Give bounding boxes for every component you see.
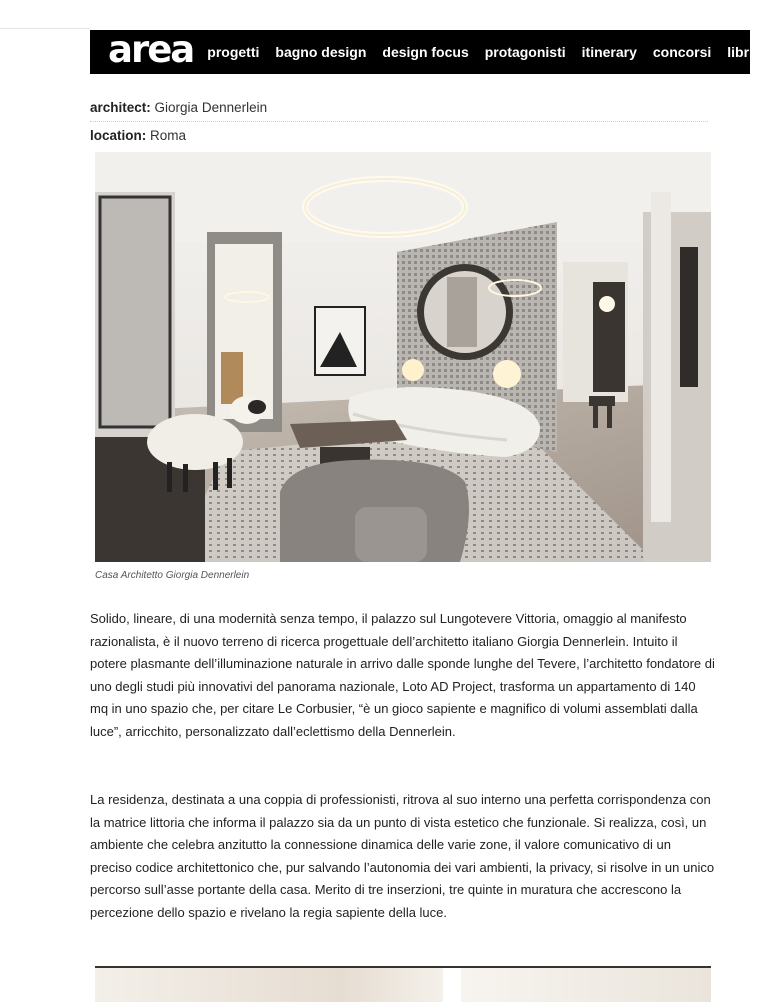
- site-header: [90, 27, 753, 74]
- article-paragraph: Solido, lineare, di una modernità senza tempo, il palazzo sul Lungotevere Vittoria, omaggio al manifesto razionalista, è il nuovo terreno di ricerca progettuale dell’architetto italiano Giorgia Dennerlein. Intuito il potere plasmante dell’illuminazione naturale in arrivo dalle sponde lunghe del Tevere, l’architetto fondatore di uno degli studi più innovativi del panorama nazionale, Loto AD Project, trasforma un appartamento di 140 mq in uno spazio che, per citare Le Corbusier, “è un gioco sapiente e magnifico di volumi assemblati dalla luce”, arricchito, personalizzato dall’eclettismo della Dennerlein.: [90, 611, 715, 739]
- nav-item-protagonisti[interactable]: protagonisti: [484, 44, 566, 60]
- architect-value: Giorgia Dennerlein: [154, 100, 268, 115]
- location-label: location:: [90, 128, 147, 143]
- article-paragraph: La residenza, destinata a una coppia di professionisti, ritrova al suo interno una perfetta corrispondenza con la matrice littoria che informa il palazzo sia da un punto di vista estetico che funzionale. Si realizza, così, un ambiente che celebra anzitutto la connessione dinamica delle varie zone, il valore comunicativo di un preciso codice architettonico che, pur salvando l’autonomia dei vari ambienti, la privacy, si risolve in un unico percorso sull’asse portante della casa. Merito di tre inserzioni, tre quinte in muratura che accrescono la percezione dello spazio e rivelano la regia sapiente della luce.: [90, 792, 715, 920]
- site-logo[interactable]: area: [108, 27, 194, 71]
- photo-gap: [443, 968, 461, 1002]
- location-value: Roma: [150, 128, 187, 143]
- architect-row: [90, 100, 708, 115]
- nav-item-bagno-design[interactable]: bagno design: [275, 44, 367, 60]
- dotted-divider: [90, 121, 708, 122]
- nav-item-progetti[interactable]: progetti: [207, 44, 260, 60]
- nav-item-itinerary[interactable]: itinerary: [581, 44, 637, 60]
- nav-item-concorsi[interactable]: concorsi: [652, 44, 712, 60]
- nav-item-design-focus[interactable]: design focus: [382, 44, 469, 60]
- top-divider: [0, 28, 90, 29]
- photo-caption: Casa Architetto Giorgia Dennerlein: [95, 570, 250, 581]
- nav-item-libri[interactable]: libri: [727, 44, 753, 60]
- main-nav: [207, 44, 769, 60]
- architect-label: architect:: [90, 100, 151, 115]
- next-photo: [95, 966, 711, 1002]
- location-row: [90, 128, 708, 143]
- interior-photo: [95, 152, 711, 562]
